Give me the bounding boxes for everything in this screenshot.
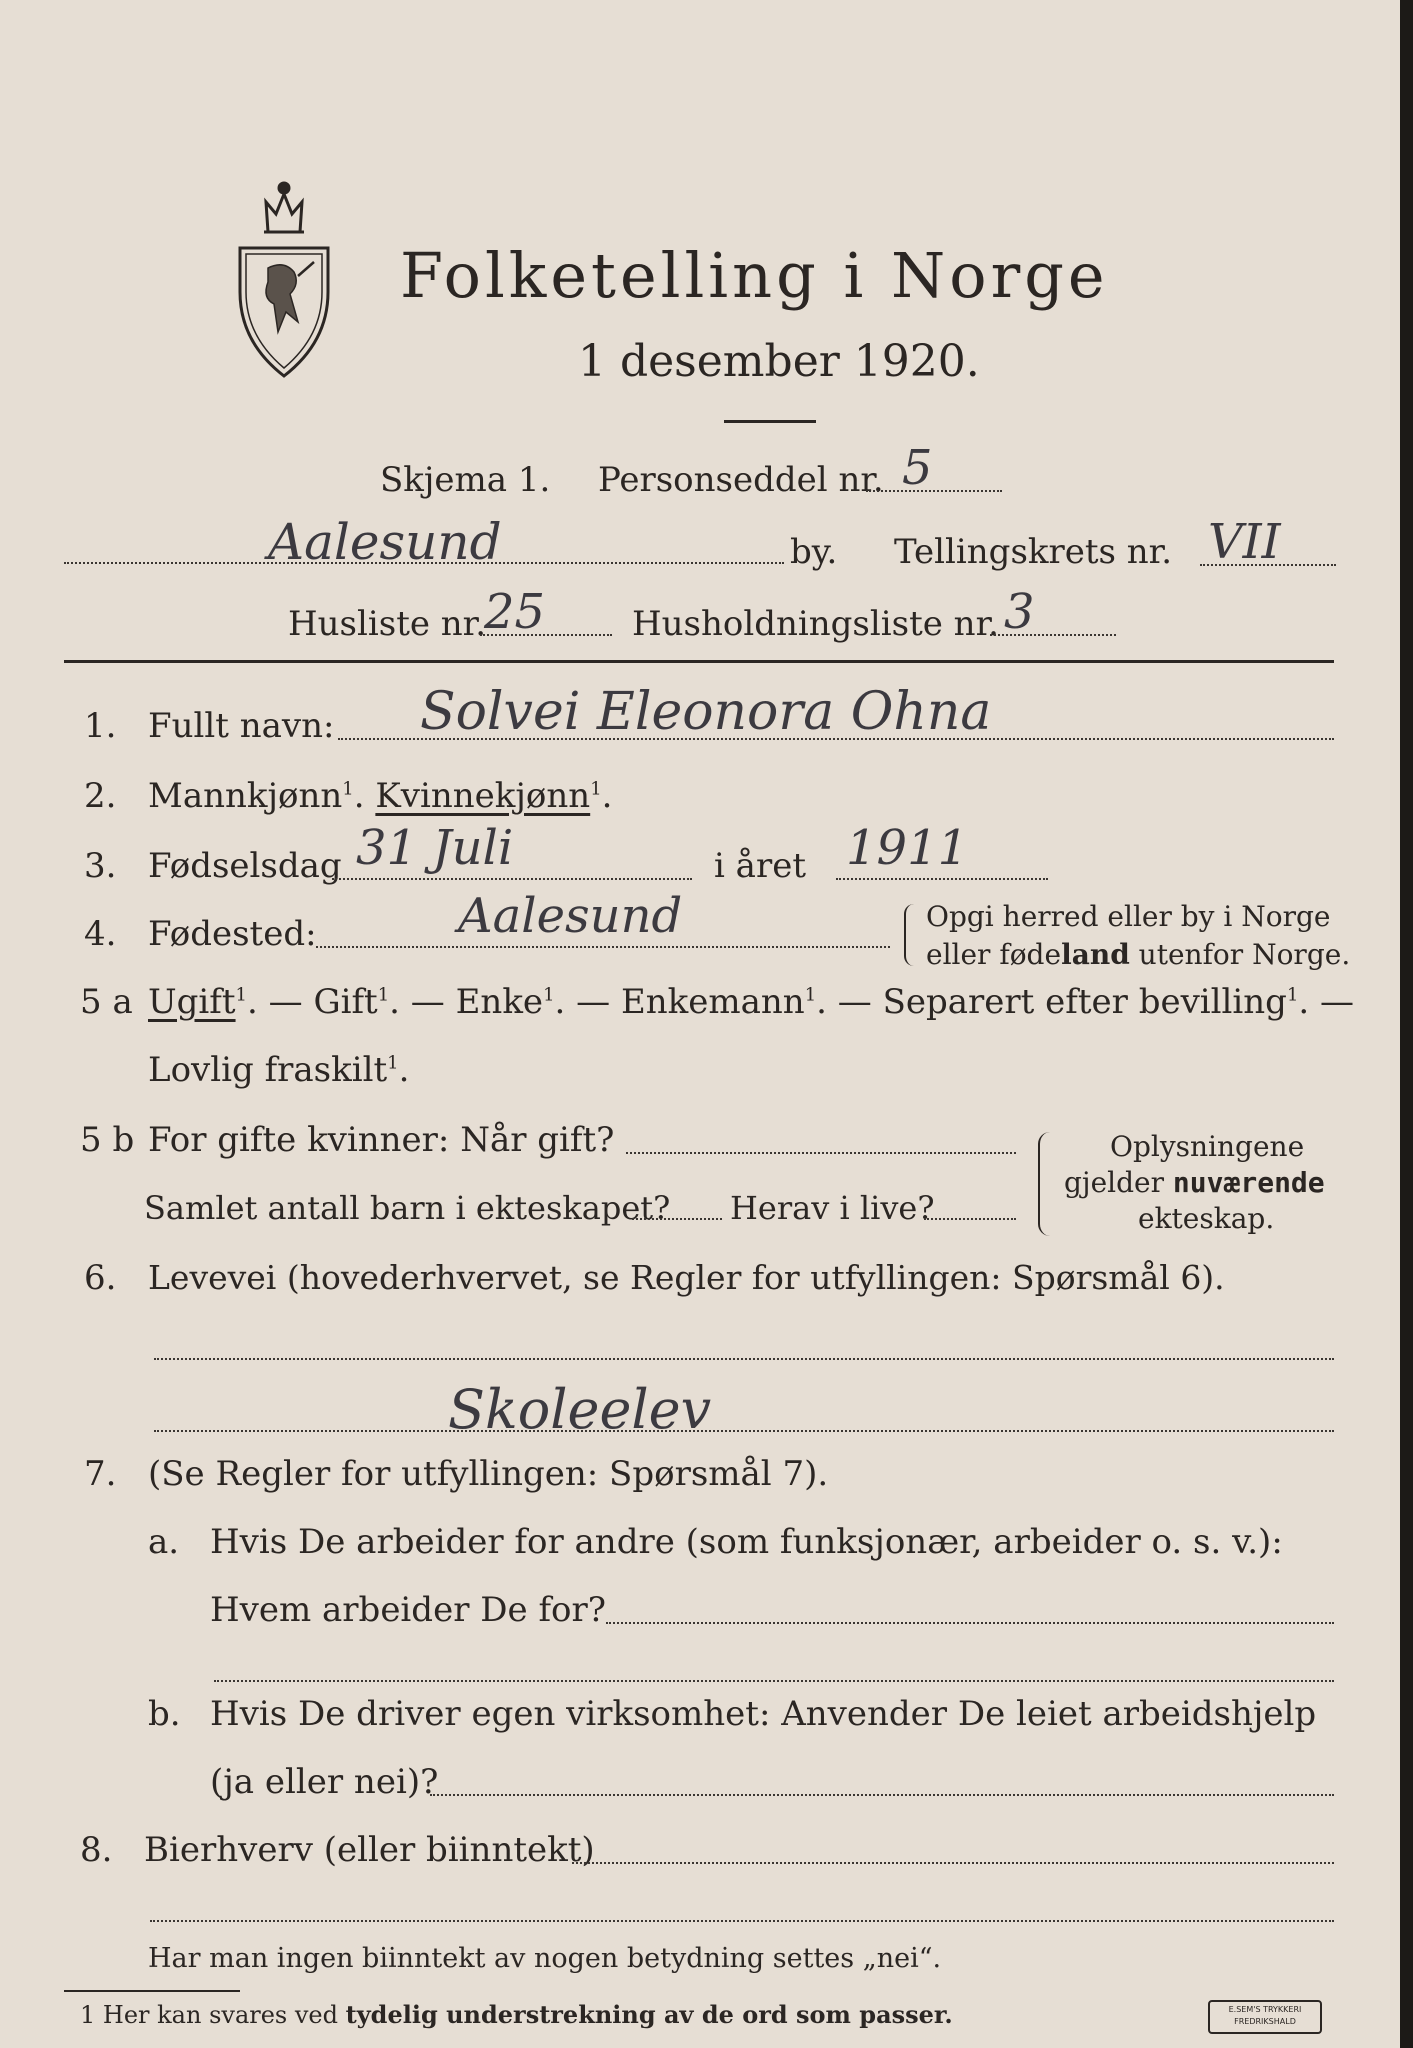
footnote: 1 Her kan svares ved tydelig understrekning av de ord som passer. <box>80 2000 953 2029</box>
option-enkemann: Enkemann <box>620 982 805 1022</box>
header-divider <box>64 660 1334 663</box>
q5b-note-brace <box>1038 1132 1050 1236</box>
option-male: Mannkjønn <box>148 776 343 816</box>
q2-number: 2. <box>84 776 117 816</box>
q5b-line1: For gifte kvinner: Når gift? <box>148 1120 615 1160</box>
husholdningsliste-value: 3 <box>1004 584 1035 640</box>
hired-help-line <box>430 1794 1334 1796</box>
option-lovlig-fraskilt: Lovlig fraskilt$^1$. <box>148 1050 410 1090</box>
q3-number: 3. <box>84 846 117 886</box>
census-date: 1 desember 1920. <box>578 336 980 387</box>
tellingskrets-label: Tellingskrets nr. <box>894 532 1173 572</box>
side-income-line-1 <box>572 1862 1334 1864</box>
full-name-value: Solvei Eleonora Ohna <box>420 682 992 742</box>
printer-stamp: E.SEM'S TRYKKERI FREDRIKSHALD <box>1208 2000 1322 2034</box>
living-line <box>924 1218 1016 1220</box>
tellingskrets-value: VII <box>1208 514 1281 570</box>
option-ugift: Ugift <box>148 982 236 1022</box>
birthplace-line <box>316 946 890 948</box>
city-value: Aalesund <box>268 513 502 571</box>
q5b-note1: Oplysningene <box>1110 1130 1305 1163</box>
birthplace-value: Aalesund <box>458 888 683 944</box>
marital-status-options: Ugift$^1$. — Gift$^1$. — Enke$^1$. — Enkemann$^1$. — Separert efter bevilling$^1$. — <box>148 982 1355 1022</box>
q8-number: 8. <box>80 1830 113 1870</box>
q7b-text: Hvis De driver egen virksomhet: Anvender De leiet arbeidshjelp <box>210 1694 1317 1734</box>
q5b-line2b: Herav i live? <box>730 1189 935 1227</box>
birth-year-value: 1911 <box>846 820 969 876</box>
nei-note: Har man ingen biinntekt av nogen betydning settes „nei“. <box>148 1943 942 1974</box>
footnote-divider <box>64 1990 240 1992</box>
q5b-number: 5 b <box>80 1120 135 1160</box>
year-line <box>836 878 1048 880</box>
q7a-question: Hvem arbeider De for? <box>210 1590 606 1630</box>
option-enke: Enke <box>455 982 544 1022</box>
side-income-line-2 <box>150 1920 1334 1922</box>
q4-note-line2: eller fødeland utenfor Norge. <box>926 938 1351 971</box>
q3-label: Fødselsdag <box>148 846 342 886</box>
q4-note-line1: Opgi herred eller by i Norge <box>926 900 1331 933</box>
q5b-note3: ekteskap. <box>1138 1202 1275 1235</box>
norway-coat-of-arms-icon <box>228 172 340 380</box>
q7-label: (Se Regler for utfyllingen: Spørsmål 7). <box>148 1454 829 1494</box>
q5a-number: 5 a <box>80 982 133 1022</box>
q1-number: 1. <box>84 706 117 746</box>
by-label: by. <box>790 532 838 572</box>
q6-number: 6. <box>84 1258 117 1298</box>
employer-line-1 <box>606 1622 1334 1624</box>
q7a-letter: a. <box>148 1522 180 1562</box>
q1-label: Fullt navn: <box>148 706 335 746</box>
personseddel-label: Personseddel nr. <box>598 460 884 500</box>
husliste-value: 25 <box>484 584 546 640</box>
q5b-line2a: Samlet antall barn i ekteskapet? <box>144 1189 671 1227</box>
year-label: i året <box>714 846 806 886</box>
occupation-value: Skoleelev <box>448 1378 712 1441</box>
husliste-label: Husliste nr. <box>288 604 487 644</box>
sex-options: Mannkjønn$^1$. Kvinnekjønn$^1$. <box>148 776 613 816</box>
personseddel-line <box>866 490 1002 492</box>
q5b-note2: gjelder nuværende <box>1064 1166 1325 1199</box>
occupation-line-1 <box>154 1358 1334 1360</box>
birthday-value: 31 Juli <box>356 820 514 876</box>
married-date-line <box>626 1152 1016 1154</box>
children-line <box>632 1218 722 1220</box>
title-divider <box>724 420 816 423</box>
option-female: Kvinnekjønn <box>375 776 591 816</box>
option-gift: Gift <box>313 982 378 1022</box>
q6-label: Levevei (hovederhvervet, se Regler for utfyllingen: Spørsmål 6). <box>148 1258 1225 1297</box>
q7b-question: (ja eller nei)? <box>210 1762 439 1802</box>
birthday-line <box>332 878 692 880</box>
skjema-label: Skjema 1. <box>380 460 551 500</box>
q7a-text: Hvis De arbeider for andre (som funksjonær, arbeider o. s. v.): <box>210 1522 1283 1562</box>
q4-label: Fødested: <box>148 914 317 954</box>
personseddel-value: 5 <box>902 440 933 496</box>
q7b-letter: b. <box>148 1694 181 1734</box>
q4-number: 4. <box>84 914 117 954</box>
q7-number: 7. <box>84 1454 117 1494</box>
form-title: Folketelling i Norge <box>400 239 1109 312</box>
q8-label: Bierhverv (eller biinntekt) <box>144 1830 595 1870</box>
occupation-line-2 <box>154 1430 1334 1432</box>
employer-line-2 <box>214 1680 1334 1682</box>
option-separert: Separert efter bevilling <box>882 982 1287 1022</box>
husholdningsliste-label: Husholdningsliste nr. <box>632 604 999 644</box>
q4-note-brace <box>904 904 914 966</box>
